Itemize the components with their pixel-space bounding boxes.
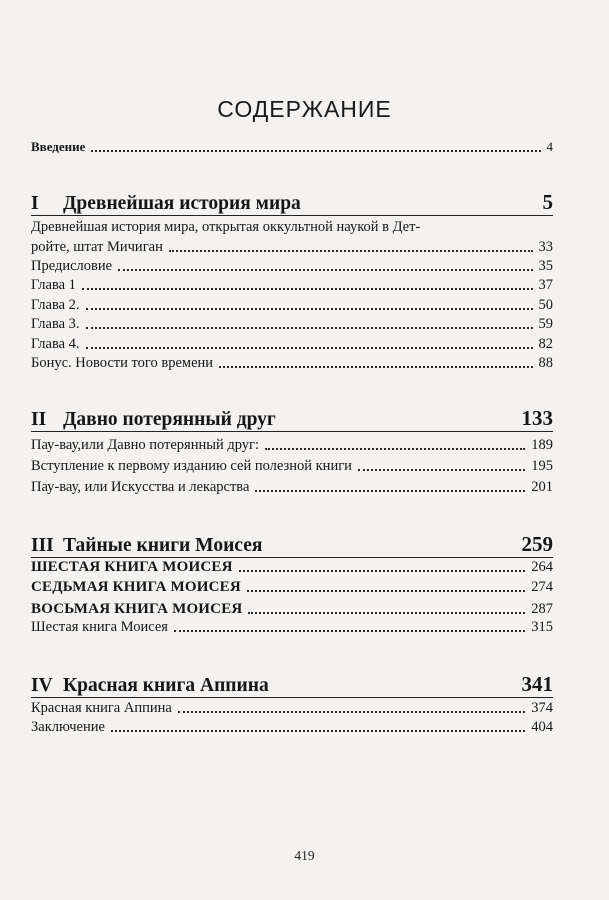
dot-leader [118,269,532,271]
toc-entry-label: Глава 2. [31,297,80,313]
toc-entry-page: 315 [531,619,553,635]
toc-entry [31,294,553,314]
page-title: СОДЕРЖАНИЕ [217,96,392,122]
part-number: I [31,193,39,214]
toc-entry-label: ВОСЬМАЯ КНИГА МОИСЕЯ [31,601,243,617]
toc-entry-label: Пау-вау,или Давно потерянный друг: [31,437,260,453]
toc-entry [31,616,553,636]
part-heading-text [31,193,301,215]
dot-leader [169,250,533,252]
toc-entry-page: 274 [531,579,553,595]
toc-entry-label: Пау-вау, или Искусства и лекарства [31,479,250,495]
toc-entry [31,598,553,618]
toc-entry [31,697,553,717]
part-title: Давно потерянный друг [63,409,276,430]
part-page: 133 [521,406,553,430]
dot-leader [239,570,526,572]
dot-leader [247,590,525,592]
toc-entry-label: Шестая книга Моисея [31,619,168,635]
toc-entry-page: 189 [531,437,553,453]
part-page: 5 [542,190,553,214]
toc-entry [31,556,553,576]
dot-leader [358,469,525,471]
dot-leader [86,308,533,310]
toc-entry-page: 33 [538,239,553,255]
dot-leader [255,490,525,492]
toc-entry-page: 88 [538,355,553,371]
dot-leader [111,730,525,732]
toc-entry [31,476,553,496]
toc-entry-page: 287 [531,601,553,617]
toc-entry-label: Глава 1 [31,277,76,293]
part-page: 259 [521,532,553,556]
part-title: Красная книга Аппина [63,675,269,696]
toc-entry [31,576,553,596]
dot-leader [174,630,525,632]
toc-entry-page: 59 [538,316,553,332]
part-title: Древнейшая история мира [63,193,301,214]
toc-entry-page: 374 [531,700,553,716]
part-page: 341 [521,672,553,696]
dot-leader [82,288,533,290]
toc-entry-page: 195 [531,458,553,474]
part-heading-text [31,409,276,431]
toc-entry [31,333,553,353]
part-title: Тайные книги Моисея [63,535,263,556]
toc-entry-page: 404 [531,719,553,735]
toc-entry-label: Заключение [31,719,105,735]
toc-entry [31,236,553,256]
toc-entry-page: 201 [531,479,553,495]
toc-entry [31,434,553,454]
toc-entry-label: Красная книга Аппина [31,700,172,716]
toc-entry-label: Глава 3. [31,316,80,332]
part-heading-4 [31,671,553,698]
toc-entry [31,455,553,475]
toc-entry-label: Введение [31,139,86,154]
toc-entry-page: 264 [531,559,553,575]
dot-leader [265,448,525,450]
toc-entry-line1: Древнейшая история мира, открытая оккультной наукой в Дет- [31,219,421,235]
toc-entry-page: 37 [538,277,553,293]
toc-entry-page: 50 [538,297,553,313]
part-number: III [31,535,54,556]
toc-entry-label: Глава 4. [31,336,80,352]
toc-entry-page: 82 [538,336,553,352]
toc-entry-label: ройте, штат Мичиган [31,239,163,255]
toc-entry [31,716,553,736]
part-number: II [31,409,47,430]
dot-leader [248,612,525,614]
toc-entry [31,313,553,333]
toc-entry-introduction [31,136,553,156]
toc-entry-label: ШЕСТАЯ КНИГА МОИСЕЯ [31,559,233,575]
dot-leader [86,347,533,349]
part-heading-text [31,535,262,557]
part-heading-text [31,675,269,697]
part-number: IV [31,675,53,696]
toc-entry-page: 4 [546,139,553,154]
toc-entry-page: 35 [538,258,553,274]
part-heading-2 [31,405,553,432]
dot-leader [86,327,533,329]
dot-leader [178,711,525,713]
page-number: 419 [294,848,315,863]
toc-entry [31,255,553,275]
dot-leader [91,150,540,152]
dot-leader [219,366,532,368]
part-heading-1 [31,189,553,216]
toc-entry [31,274,553,294]
part-heading-3 [31,531,553,558]
toc-entry-label: СЕДЬМАЯ КНИГА МОИСЕЯ [31,579,241,595]
toc-entry-label: Предисловие [31,258,113,274]
toc-entry-label: Вступление к первому изданию сей полезной книги [31,458,352,474]
toc-entry-label: Бонус. Новости того времени [31,355,214,371]
toc-entry [31,352,553,372]
